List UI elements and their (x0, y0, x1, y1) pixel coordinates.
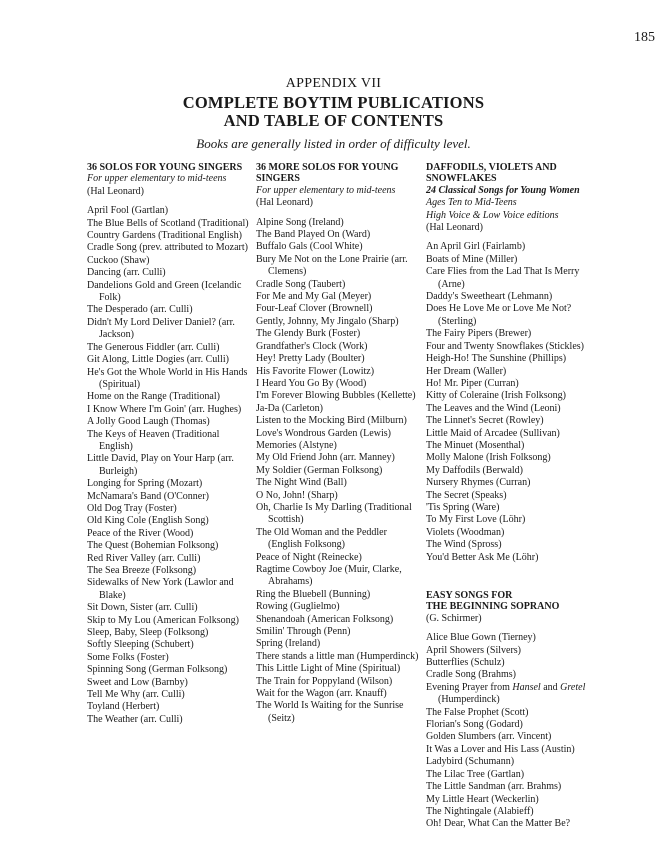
list-item: Ja-Da (Carleton) (256, 402, 323, 414)
list-item: The World Is Waiting for the Sunrise (Seitz) (256, 700, 404, 724)
column-2 (256, 162, 422, 725)
list-item: Her Dream (Waller) (426, 365, 507, 377)
list-item: Sweet and Low (Barnby) (87, 676, 188, 688)
list-item: The Little Sandman (arr. Brahms) (426, 781, 562, 793)
list-item: You'd Better Ask Me (Löhr) (426, 551, 539, 563)
song-list (426, 632, 601, 682)
section-audience: For upper elementary to mid-teens (256, 184, 396, 196)
section-title (426, 162, 601, 185)
list-item: The Train for Poppyland (Wilson) (256, 675, 393, 687)
list-item: Some Folks (Foster) (87, 651, 169, 663)
list-item: Molly Malone (Irish Folksong) (426, 452, 551, 464)
list-item: Heigh-Ho! The Sunshine (Phillips) (426, 353, 567, 365)
list-item: Does He Love Me or Love Me Not? (Sterling) (426, 303, 572, 327)
list-item: Tell Me Why (arr. Culli) (87, 689, 185, 701)
list-item: Old Dog Tray (Foster) (87, 502, 177, 514)
list-item: The Secret (Speaks) (426, 489, 507, 501)
list-item: The Fairy Pipers (Brewer) (426, 328, 532, 340)
page-number: 185 (634, 30, 655, 45)
list-item: Dandelions Gold and Green (Icelandic Folk) (87, 279, 242, 304)
list-item: Listen to the Mocking Bird (Milburn) (256, 415, 407, 427)
section-title-line-2: THE BEGINNING SOPRANO (426, 601, 560, 613)
section-title-line-1: 36 MORE SOLOS FOR YOUNG (256, 162, 399, 173)
song-list (256, 217, 422, 726)
song-list (426, 707, 601, 831)
list-item: Bury Me Not on the Lone Prairie (arr. Clemens) (256, 253, 408, 278)
list-item: Spring (Ireland) (256, 638, 321, 650)
list-item: Softly Sleeping (Schubert) (87, 639, 194, 651)
list-item: Old King Cole (English Song) (87, 515, 209, 527)
list-item: Little David, Play on Your Harp (arr. Burleigh) (87, 453, 234, 477)
page-title (0, 94, 667, 130)
list-item: I Know Where I'm Goin' (arr. Hughes) (87, 403, 242, 415)
section-title-line-2: SINGERS (256, 173, 300, 185)
list-item: Alice Blue Gown (Tierney) (426, 632, 536, 644)
list-item: Peace of Night (Reinecke) (256, 551, 362, 563)
list-item: Little Maid of Arcadee (Sullivan) (426, 427, 560, 439)
list-item: The Keys of Heaven (Traditional English) (87, 428, 220, 452)
list-item: Oh! Dear, What Can the Matter Be? (426, 818, 571, 830)
section-title (256, 162, 422, 185)
column-1 (87, 162, 253, 726)
list-item: The Generous Fiddler (arr. Culli) (87, 341, 220, 353)
list-item: His Favorite Flower (Lowitz) (256, 365, 375, 377)
list-item: The Glendy Burk (Foster) (256, 328, 361, 340)
list-item: Golden Slumbers (arr. Vincent) (426, 731, 552, 743)
list-item: There stands a little man (Humperdinck) (256, 650, 419, 662)
list-item: McNamara's Band (O'Conner) (87, 490, 209, 502)
list-item: The Sea Breeze (Folksong) (87, 565, 197, 576)
list-item: Ragtime Cowboy Joe (Muir, Clarke, Abrahams) (256, 564, 402, 588)
list-item: The False Prophet (Scott) (426, 706, 529, 718)
section-publisher: (Hal Leonard) (426, 222, 483, 234)
list-item: To My First Love (Löhr) (426, 514, 526, 526)
work-title: Hansel (512, 681, 541, 693)
section-publisher: (Hal Leonard) (87, 185, 144, 197)
list-item: A Jolly Good Laugh (Thomas) (87, 416, 210, 428)
list-item: Red River Valley (arr. Culli) (87, 552, 201, 564)
list-item: The Desperado (arr. Culli) (87, 304, 193, 316)
section-editions: High Voice & Low Voice editions (426, 209, 559, 221)
list-item: The Leaves and the Wind (Leoni) (426, 402, 561, 414)
song-list (426, 241, 601, 564)
list-item: My Daffodils (Berwald) (426, 464, 524, 476)
list-item: Hey! Pretty Lady (Boulter) (256, 353, 365, 365)
list-item: I'm Forever Blowing Bubbles (Kellette) (256, 390, 416, 402)
list-item: Wait for the Wagon (arr. Knauff) (256, 688, 387, 700)
list-item: He's Got the Whole World in His Hands (Spiritual) (87, 366, 248, 390)
list-item: Kitty of Coleraine (Irish Folksong) (426, 390, 566, 402)
list-item: April Showers (Silvers) (426, 644, 521, 656)
list-item: My Soldier (German Folksong) (256, 464, 383, 476)
list-item: My Old Friend John (arr. Manney) (256, 452, 395, 464)
list-item: Home on the Range (Traditional) (87, 391, 220, 403)
work-title: Gretel (560, 681, 586, 693)
section-publisher: (Hal Leonard) (256, 197, 313, 209)
list-item: The Quest (Bohemian Folksong) (87, 540, 219, 552)
list-item: Dancing (arr. Culli) (87, 267, 166, 279)
list-item: Longing for Spring (Mozart) (87, 478, 203, 490)
list-item: Florian's Song (Godard) (426, 719, 523, 731)
column-3 (426, 162, 601, 831)
list-item: The Nightingale (Alabieff) (426, 805, 534, 817)
list-item: Cradle Song (prev. attributed to Mozart) (87, 242, 248, 254)
section-title (426, 590, 601, 613)
list-item: Peace of the River (Wood) (87, 527, 194, 539)
list-item: Alpine Song (Ireland) (256, 216, 344, 228)
section-title-line-2: SNOWFLAKES (426, 173, 497, 185)
song-list (87, 205, 253, 726)
list-item: Sidewalks of New York (Lawlor and Blake) (87, 577, 234, 601)
list-item: O No, John! (Sharp) (256, 489, 338, 501)
list-item: Butterflies (Schulz) (426, 657, 505, 669)
list-item: The Old Woman and the Peddler (English Folksong) (256, 526, 387, 551)
list-item: The Linnet's Secret (Rowley) (426, 415, 544, 427)
list-item: Boats of Mine (Miller) (426, 253, 518, 265)
list-item: Didn't My Lord Deliver Daniel? (arr. Jackson) (87, 316, 235, 341)
appendix-label: APPENDIX VII (285, 76, 382, 91)
section-publisher: (G. Schirmer) (426, 612, 482, 624)
list-item: Nursery Rhymes (Curran) (426, 477, 531, 489)
section-subtitle: 24 Classical Songs for Young Women (426, 184, 580, 196)
page-subtitle: Books are generally listed in order of difficulty level. (196, 136, 471, 151)
list-item: Buffalo Gals (Cool White) (256, 241, 363, 253)
list-item: It Was a Lover and His Lass (Austin) (426, 743, 575, 755)
list-item: The Minuet (Mosenthal) (426, 439, 525, 451)
list-item: Shenandoah (American Folksong) (256, 613, 394, 625)
list-item: Ladybird (Schumann) (426, 756, 515, 768)
list-item: My Little Heart (Weckerlin) (426, 793, 539, 805)
list-item: The Night Wind (Ball) (256, 477, 347, 489)
list-item: I Heard You Go By (Wood) (256, 377, 367, 389)
list-item: Ho! Mr. Piper (Curran) (426, 377, 519, 389)
section-easy-songs (426, 590, 601, 831)
list-item: The Weather (arr. Culli) (87, 713, 183, 725)
list-item: Sit Down, Sister (arr. Culli) (87, 602, 198, 614)
list-item: Cradle Song (Brahms) (426, 669, 516, 681)
list-item: Oh, Charlie Is My Darling (Traditional Scottish) (256, 501, 412, 526)
list-item: Grandfather's Clock (Work) (256, 340, 368, 352)
list-item: Memories (Alstyne) (256, 439, 337, 451)
list-item: Skip to My Lou (American Folksong) (87, 614, 239, 626)
list-item: Daddy's Sweetheart (Lehmann) (426, 291, 553, 303)
list-item: The Band Played On (Ward) (256, 229, 371, 241)
list-item: Spinning Song (German Folksong) (87, 664, 228, 676)
list-item: Care Flies from the Lad That Is Merry (Arne) (426, 266, 580, 290)
list-item: Four-Leaf Clover (Brownell) (256, 303, 373, 315)
list-item: Ring the Bluebell (Bunning) (256, 588, 371, 600)
page-title-line-1: COMPLETE BOYTIM PUBLICATIONS (182, 93, 485, 112)
section-title-line-1: DAFFODILS, VIOLETS AND (426, 162, 557, 173)
list-item: Sleep, Baby, Sleep (Folksong) (87, 627, 209, 639)
list-item: Smilin' Through (Penn) (256, 626, 351, 638)
list-item: Gently, Johnny, My Jingalo (Sharp) (256, 315, 399, 327)
list-item: Four and Twenty Snowflakes (Stickles) (426, 340, 584, 352)
list-item: An April Girl (Fairlamb) (426, 241, 526, 253)
list-item: Toyland (Herbert) (87, 701, 160, 713)
list-item: The Lilac Tree (Gartlan) (426, 768, 525, 780)
list-item: Country Gardens (Traditional English) (87, 230, 242, 242)
list-item: Cuckoo (Shaw) (87, 254, 150, 266)
list-item: Git Along, Little Dogies (arr. Culli) (87, 354, 229, 366)
page-title-line-2: AND TABLE OF CONTENTS (223, 111, 444, 130)
list-item: Violets (Woodman) (426, 526, 505, 538)
section-title: 36 SOLOS FOR YOUNG SINGERS (87, 162, 243, 173)
list-item: The Blue Bells of Scotland (Traditional) (87, 217, 249, 229)
list-item: The Wind (Spross) (426, 539, 502, 551)
list-item: Rowing (Guglielmo) (256, 601, 340, 613)
list-item: Love's Wondrous Garden (Lewis) (256, 427, 391, 439)
section-audience: For upper elementary to mid-teens (87, 173, 227, 185)
section-audience: Ages Ten to Mid-Teens (426, 197, 517, 209)
section-title-line-1: EASY SONGS FOR (426, 590, 513, 601)
list-item: This Little Light of Mine (Spiritual) (256, 663, 401, 675)
list-item: Evening Prayer from Hansel and Gretel (Humperdinck) (426, 681, 586, 706)
list-item: April Fool (Gartlan) (87, 205, 169, 217)
list-item: For Me and My Gal (Meyer) (256, 291, 372, 303)
list-item: 'Tis Spring (Ware) (426, 501, 500, 513)
list-item: Cradle Song (Taubert) (256, 278, 346, 290)
